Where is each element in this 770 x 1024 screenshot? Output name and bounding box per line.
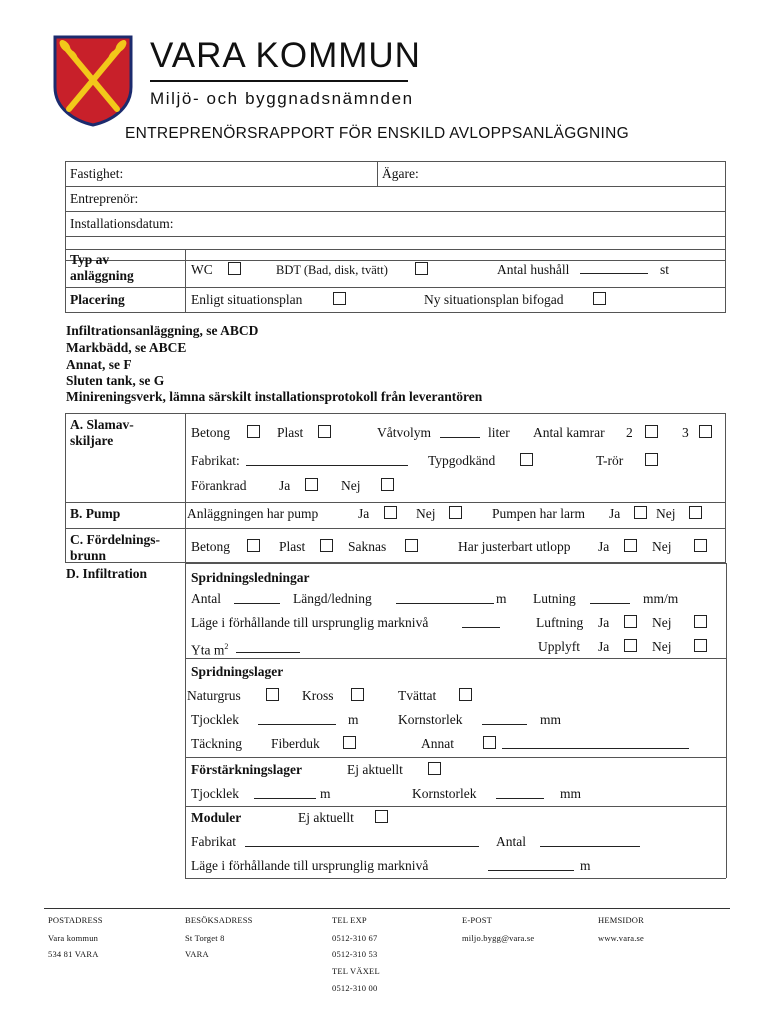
footer-hem-heading: HEMSIDOR [598,915,644,925]
forstark-tjocklek-line[interactable] [254,798,316,799]
justerbart-label: Har justerbart utlopp [458,539,571,554]
hushall-unit: st [660,262,670,277]
footer-divider [44,908,730,909]
forankrad-nej-label: Nej [341,478,361,493]
enligt-checkbox[interactable] [333,292,346,305]
forstark-ej-checkbox[interactable] [428,762,441,775]
instruction-3: Annat, se F [66,357,132,372]
tjocklek-label: Tjocklek [191,712,239,727]
fordel-plast-checkbox[interactable] [320,539,333,552]
footer-postadress-2: 534 81 VARA [48,949,99,959]
slam-label-1: A. Slamav- [70,417,134,432]
tjocklek-line[interactable] [258,724,336,725]
upplyft-ja-checkbox[interactable] [624,639,637,652]
luftning-nej-label: Nej [652,615,672,630]
lage-label: Läge i förhållande till ursprunglig marknivå [191,615,429,630]
placering-label: Placering [70,292,125,307]
lage-line[interactable] [462,627,500,628]
pump-ja-checkbox[interactable] [384,506,397,519]
pump-ja-label: Ja [358,506,370,521]
instruction-2: Markbädd, se ABCE [66,340,187,355]
kross-checkbox[interactable] [351,688,364,701]
footer-epost[interactable]: miljo.bygg@vara.se [462,933,535,943]
vatvolym-unit: liter [488,425,510,440]
forstark-kornstorlek-label: Kornstorlek [412,786,477,801]
kamrar-3-checkbox[interactable] [699,425,712,438]
footer-tel-vaxel: 0512-310 00 [332,983,378,993]
justerbart-nej-checkbox[interactable] [694,539,707,552]
hushall-line[interactable] [580,273,648,274]
annat-label: Annat [421,736,454,751]
moduler-heading: Moduler [191,810,242,825]
yta-line[interactable] [236,652,300,653]
moduler-fabrikat-label: Fabrikat [191,834,236,849]
fastighet-field[interactable]: Fastighet: [70,166,124,181]
langd-line[interactable] [396,603,494,604]
agare-field[interactable]: Ägare: [382,166,419,181]
naturgrus-label: Naturgrus [187,688,241,703]
moduler-lage-label: Läge i förhållande till ursprunglig marknivå [191,858,429,873]
forstark-tjocklek-unit: m [320,786,331,801]
installationsdatum-field[interactable]: Installationsdatum: [70,216,174,231]
bdt-label: BDT (Bad, disk, tvätt) [276,263,388,277]
typgodkand-label: Typgodkänd [428,453,496,468]
forstark-kornstorlek-line[interactable] [496,798,544,799]
saknas-label: Saknas [348,539,387,554]
bdt-checkbox[interactable] [415,262,428,275]
spridningsledningar-heading: Spridningsledningar [191,570,310,585]
moduler-lage-unit: m [580,858,591,873]
larm-nej-label: Nej [656,506,676,521]
moduler-antal-label: Antal [496,834,526,849]
saknas-checkbox[interactable] [405,539,418,552]
moduler-lage-line[interactable] [488,870,574,871]
forstark-kornstorlek-unit: mm [560,786,582,801]
vatvolym-line[interactable] [440,437,480,438]
pump-nej-label: Nej [416,506,436,521]
instruction-1: Infiltrationsanläggning, se ABCD [66,323,259,338]
antal-line[interactable] [234,603,280,604]
footer-tel-1: 0512-310 67 [332,933,378,943]
luftning-label: Luftning [536,615,584,630]
luftning-ja-label: Ja [598,615,610,630]
fordel-betong-label: Betong [191,539,230,554]
coat-of-arms-icon [53,35,133,127]
slam-label-2: skiljare [70,433,114,448]
larm-ja-checkbox[interactable] [634,506,647,519]
fiberduk-checkbox[interactable] [343,736,356,749]
typ-box [65,249,726,313]
slam-fabrikat-label: Fabrikat: [191,453,240,468]
upplyft-ja-label: Ja [598,639,610,654]
fordel-betong-checkbox[interactable] [247,539,260,552]
lutning-line[interactable] [590,603,630,604]
moduler-ej-checkbox[interactable] [375,810,388,823]
slam-plast-checkbox[interactable] [318,425,331,438]
langd-unit: m [496,591,507,606]
moduler-antal-line[interactable] [540,846,640,847]
fordel-plast-label: Plast [279,539,306,554]
langd-label: Längd/ledning [293,591,372,606]
larm-label: Pumpen har larm [492,506,585,521]
slam-fabrikat-line[interactable] [246,465,408,466]
justerbart-ja-checkbox[interactable] [624,539,637,552]
forstark-tjocklek-label: Tjocklek [191,786,239,801]
annat-line[interactable] [502,748,689,749]
naturgrus-checkbox[interactable] [266,688,279,701]
doc-title: ENTREPRENÖRSRAPPORT FÖR ENSKILD AVLOPPSANLÄGGNING [125,125,629,142]
instruction-5: Minireningsverk, lämna särskilt installationsprotokoll från leverantören [66,389,483,404]
fiberduk-label: Fiberduk [271,736,320,751]
moduler-fabrikat-line[interactable] [245,846,479,847]
infiltration-label: D. Infiltration [66,566,147,581]
luftning-ja-checkbox[interactable] [624,615,637,628]
lutning-unit: mm/m [643,591,679,606]
typ-label-2: anläggning [70,268,134,283]
pump-label: B. Pump [70,506,121,521]
spridningslager-heading: Spridningslager [191,664,284,679]
kamrar-2-checkbox[interactable] [645,425,658,438]
tackning-label: Täckning [191,736,242,751]
ny-checkbox[interactable] [593,292,606,305]
forstarkningslager-heading: Förstärkningslager [191,762,302,777]
footer-besok-2: VARA [185,949,209,959]
forankrad-ja-checkbox[interactable] [305,478,318,491]
moduler-ej-label: Ej aktuellt [298,810,354,825]
larm-ja-label: Ja [609,506,621,521]
antal-kamrar-label: Antal kamrar [533,425,605,440]
hushall-label: Antal hushåll [497,262,570,277]
kamrar-3-label: 3 [682,425,689,440]
footer-epost-heading: E-POST [462,915,493,925]
kornstorlek-unit: mm [540,712,562,727]
kamrar-2-label: 2 [626,425,633,440]
org-subtitle: Miljö- och byggnadsnämnden [150,89,414,108]
tvattat-label: Tvättat [398,688,437,703]
tror-label: T-rör [596,453,624,468]
typ-label-1: Typ av [70,252,110,267]
forankrad-label: Förankrad [191,478,247,493]
vatvolym-label: Våtvolym [377,425,431,440]
forankrad-nej-checkbox[interactable] [381,478,394,491]
upplyft-nej-checkbox[interactable] [694,639,707,652]
annat-checkbox[interactable] [483,736,496,749]
footer-tel-vaxel-heading: TEL VÄXEL [332,966,380,976]
entreprenor-field[interactable]: Entreprenör: [70,191,139,206]
instruction-4: Sluten tank, se G [66,373,165,388]
wc-checkbox[interactable] [228,262,241,275]
luftning-nej-checkbox[interactable] [694,615,707,628]
yta-label: Yta $m^2$ [191,642,229,658]
org-divider [150,80,408,82]
kornstorlek-label: Kornstorlek [398,712,463,727]
pump-nej-checkbox[interactable] [449,506,462,519]
forankrad-ja-label: Ja [279,478,291,493]
footer-tel-heading: TEL EXP [332,915,367,925]
footer-hem[interactable]: www.vara.se [598,933,645,943]
footer-besok-1: St Torget 8 [185,933,225,943]
tror-checkbox[interactable] [645,453,658,466]
typgodkand-checkbox[interactable] [520,453,533,466]
footer-besok-heading: BESÖKSADRESS [185,915,253,925]
upplyft-label: Upplyft [538,639,580,654]
kornstorlek-line[interactable] [482,724,527,725]
kross-label: Kross [302,688,334,703]
larm-nej-checkbox[interactable] [689,506,702,519]
org-name: VARA KOMMUN [150,36,421,75]
tvattat-checkbox[interactable] [459,688,472,701]
slam-plast-label: Plast [277,425,304,440]
justerbart-ja-label: Ja [598,539,610,554]
enligt-label: Enligt situationsplan [191,292,303,307]
upplyft-nej-label: Nej [652,639,672,654]
forstark-ej-label: Ej aktuellt [347,762,403,777]
slam-betong-checkbox[interactable] [247,425,260,438]
slam-betong-label: Betong [191,425,230,440]
antal-label: Antal [191,591,221,606]
tjocklek-unit: m [348,712,359,727]
fordel-label-1: C. Fördelnings- [70,532,161,547]
wc-label: WC [191,262,213,277]
footer-tel-2: 0512-310 53 [332,949,378,959]
lutning-label: Lutning [533,591,576,606]
ny-label: Ny situationsplan bifogad [424,292,564,307]
fordel-label-2: brunn [70,548,107,563]
pump-anl-label: Anläggningen har pump [187,506,319,521]
footer-postadress-heading: POSTADRESS [48,915,103,925]
footer-postadress-1: Vara kommun [48,933,99,943]
justerbart-nej-label: Nej [652,539,672,554]
